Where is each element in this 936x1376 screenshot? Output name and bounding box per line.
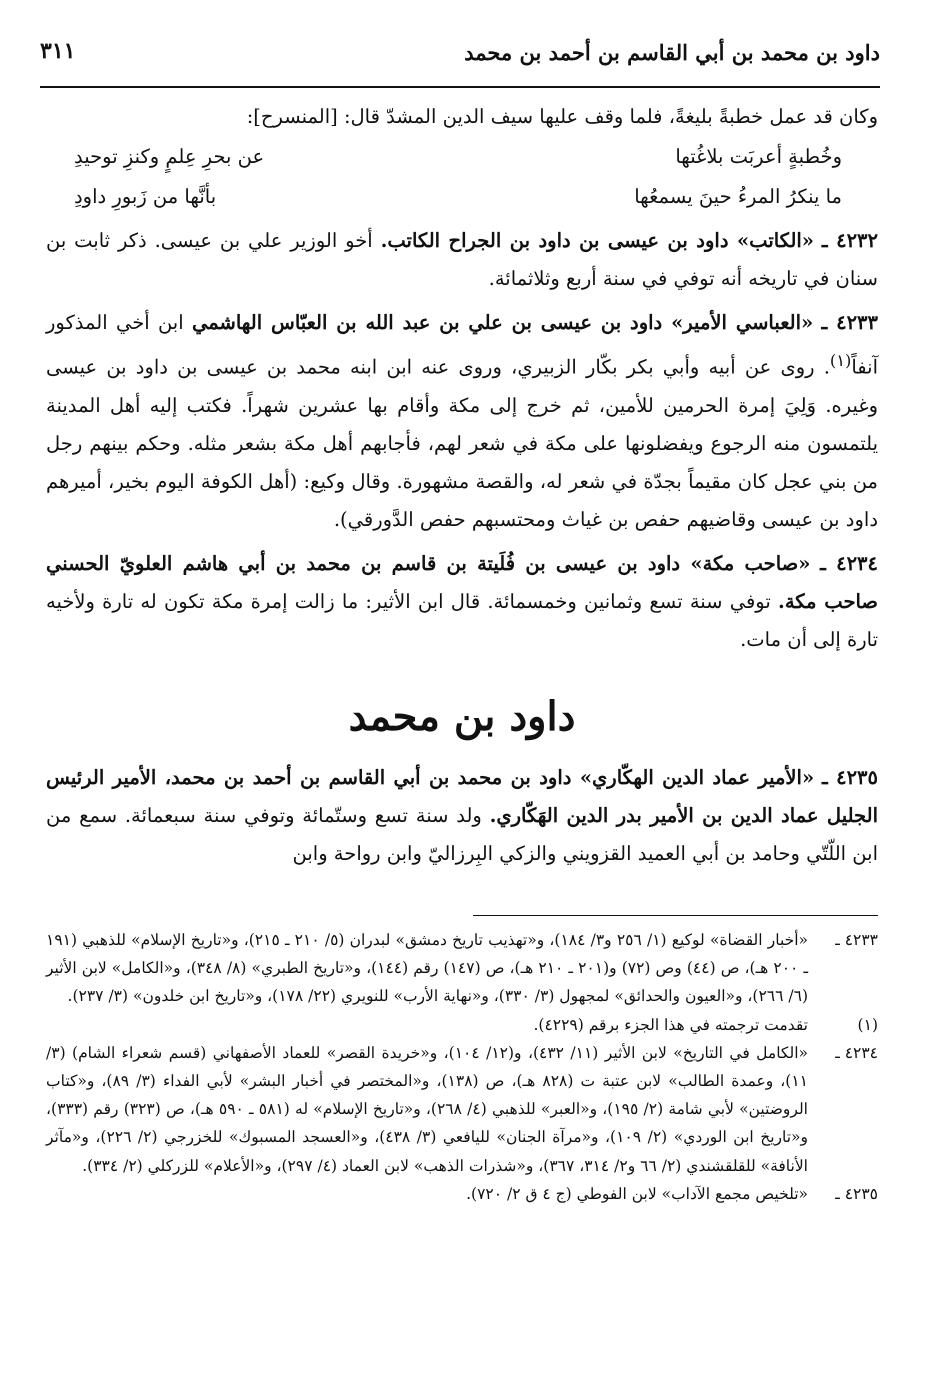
entry-4233 bbox=[46, 304, 878, 539]
footnote-id: ٤٢٣٣ ـ bbox=[835, 931, 878, 949]
entry-4235 bbox=[46, 759, 878, 873]
entry-heading: «الكاتب» داود بن عيسى بن داود بن الجراح الكاتب. bbox=[380, 229, 814, 252]
entry-number: ٤٢٣٣ ـ bbox=[821, 311, 879, 334]
footnote bbox=[46, 926, 878, 1011]
footnote-text: «أخبار القضاة» لوكيع (١/ ٢٥٦ و٣/ ١٨٤)، و«تهذيب تاريخ دمشق» لبدران (٥/ ٢١٠ ـ ٢١٥)، و«تاريخ الإسلام» للذهبي (١٩١ ـ ٢٠٠ هـ)، ص (٤٤) وص (٧٢) و(٢٠١ ـ ٢١٠ هـ)، ص (١٤٧) رقم (١٤٤)، و«تاريخ الطبري» (٨/ ٣٤٨)، و«الكامل» لابن الأثير (٦/ ٢٦٦)، و«العيون والحدائق» لمجهول (٣/ ٣٣٠)، و«نهاية الأرب» للنويري (٢٢/ ١٧٨)، و«تاريخ ابن خلدون» (٣/ ٢٣٧). bbox=[46, 931, 809, 1006]
footnotes bbox=[46, 926, 878, 1208]
main-text bbox=[46, 98, 878, 873]
entry-number: ٤٢٣٢ ـ bbox=[821, 229, 878, 252]
entry-heading: «صاحب مكة» داود بن عيسى بن فُلَيتة بن قاسم بن محمد بن أبي هاشم العلويّ الحسني صاحب مكة. bbox=[46, 551, 878, 613]
running-header bbox=[40, 34, 880, 88]
entry-heading: «العباسي الأمير» داود بن عيسى بن علي بن عبد الله بن العبّاس الهاشمي bbox=[191, 311, 814, 334]
entry-4234 bbox=[46, 545, 878, 659]
entry-text: أخو الوزير علي بن عيسى. ذكر ثابت بن سنان في تاريخه أنه توفي في سنة أربع وثلاثمائة. bbox=[46, 229, 878, 290]
footnote-text: «الكامل في التاريخ» لابن الأثير (١١/ ٤٣٢)، و(١٢/ ١٠٤)، و«خريدة القصر» للعماد الأصفهاني (قسم شعراء الشام) (٣/ ١١)، وعمدة الطالب» لابن عتبة ت (٨٢٨ هـ)، ص (١٣٨)، و«المختصر في أخبار البشر» لأبي الفداء (٣/ ٨٩)، و«كتاب الروضتين» لأبي شامة (٢/ ١٩٥)، و«العبر» للذهبي (٤/ ٢٦٨)، و«تاريخ الإسلام» له (٥٨١ ـ ٥٩٠ هـ)، ص (٣٢٣) رقم (٣٣٣)، و«تاريخ ابن الوردي» (٢/ ١٠٩)، و«مرآة الجنان» لليافعي (٣/ ٤٣٨)، و«العسجد المسبوك» للخزرجي (٢/ ٢٢٦)، و«مآثر الأنافة» للقلقشندي (٢/ ٦٦ و٢/ ٣١٤، ٣٦٧)، و«شذرات الذهب» لابن العماد (٤/ ٢٩٧)، و«الأعلام» للزركلي (٢/ ٣٣٤). bbox=[46, 1043, 809, 1175]
verse-hemistich: ما ينكرُ المرءُ حينَ يسمعُها bbox=[634, 185, 842, 208]
verse-line bbox=[46, 138, 878, 176]
entry-number: ٤٢٣٥ ـ bbox=[821, 765, 878, 789]
intro-paragraph: وكان قد عمل خطبةً بليغةً، فلما وقف عليها سيف الدين المشدّ قال: [المنسرح]: bbox=[246, 105, 878, 128]
footnote-id: ٤٢٣٤ ـ bbox=[835, 1043, 878, 1062]
footnote-ref[interactable]: (١) bbox=[829, 351, 852, 370]
footnote-text: تقدمت ترجمته في هذا الجزء برقم (٤٢٢٩). bbox=[533, 1015, 808, 1034]
verse-hemistich: عن بحرِ عِلمٍ وكنزِ توحيدِ bbox=[74, 145, 265, 168]
footnote-divider bbox=[473, 915, 878, 916]
entry-text: ابن أخي المذكور آنفاً bbox=[46, 311, 878, 379]
entry-4232 bbox=[46, 222, 878, 298]
footnote bbox=[46, 1180, 878, 1208]
verse-hemistich: وخُطبةٍ أعربَت بلاغُتها bbox=[675, 145, 842, 168]
entry-text: توفي سنة تسع وثمانين وخمسمائة. قال ابن الأثير: ما زالت إمرة مكة تكون له تارة ولأخيه تارة إلى أن مات. bbox=[46, 589, 878, 651]
verse-line bbox=[46, 178, 878, 216]
entry-text: ولد سنة تسع وستّمائة وتوفي سنة سبعمائة. سمع من ابن اللّتّي وحامد بن أبي العميد القزويني والزكي البِرزاليّ وابن رواحة وابن bbox=[46, 803, 878, 865]
entry-number: ٤٢٣٤ ـ bbox=[820, 551, 878, 575]
verse-hemistich: بأنَّها من زَبورِ داودِ bbox=[74, 185, 217, 208]
footnote-text: «تلخيص مجمع الآداب» لابن الفوطي (ج ٤ ق ٢/ ٧٢٠). bbox=[466, 1184, 808, 1203]
page-number: ٣١١ bbox=[40, 38, 76, 64]
entry-heading: «الأمير عماد الدين الهكّاري» داود بن محمد بن أبي القاسم بن أحمد بن محمد، الأمير الرئيس الجليل عماد الدين بن الأمير بدر الدين الهَكّاري. bbox=[46, 765, 878, 827]
footnote bbox=[46, 1039, 878, 1180]
footnote-id: ٤٢٣٥ ـ bbox=[835, 1184, 878, 1203]
footnote-id: (١) bbox=[857, 1015, 878, 1034]
footnote bbox=[46, 1011, 878, 1039]
entry-text: . روى عن أبيه وأبي بكر بكّار الزبيري، وروى عنه ابن ابنه محمد بن عيسى بن داود بن عيسى وغيره. وَلِيَ إمرة الحرمين للأمين، ثم خرج إلى مكة وأقام بها عشرين شهراً. فكتب إليه أهل المدينة يلتمسون منه الرجوع ويفضلونها على مكة في شعر لهم، فأجابهم أهل مكة بشعر مثله. وحكم بينهم رجل من بني عجل كان مقيماً بجدّة في شعر له، والقصة مشهورة. وقال وكيع: (أهل الكوفة اليوم بخير، أميرهم داود بن عيسى وقاضيهم حفص بن غياث ومحتسبهم حفص الدَّورقي). bbox=[46, 355, 878, 531]
section-title: داود بن محمد bbox=[348, 692, 576, 740]
header-title: داود بن محمد بن أبي القاسم بن أحمد بن محمد bbox=[464, 40, 880, 65]
